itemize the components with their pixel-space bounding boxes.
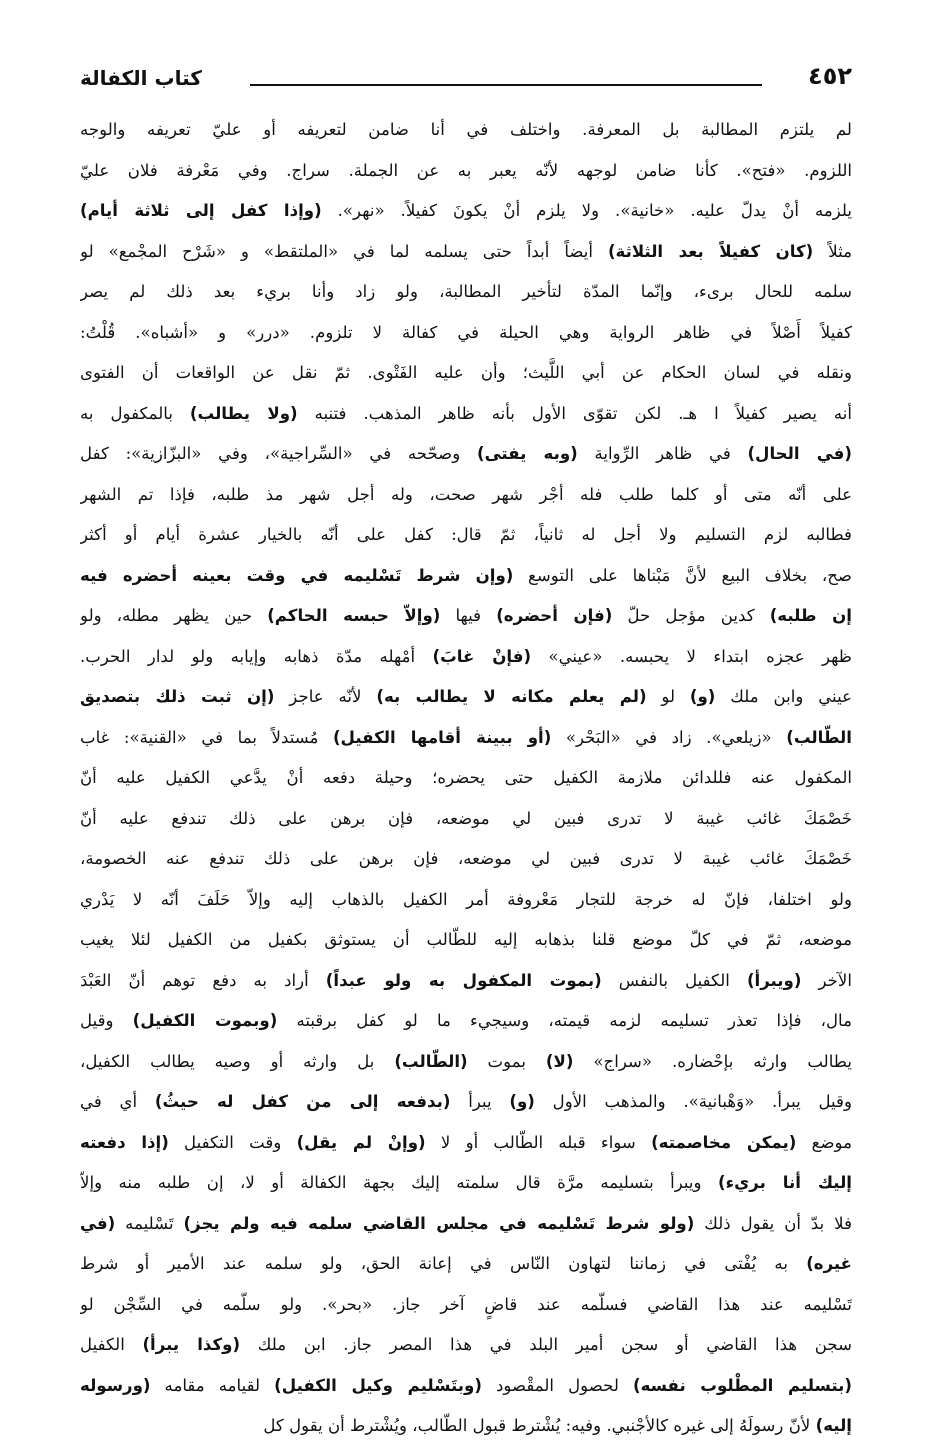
text-line — [80, 1366, 852, 1407]
commentary-text: بالمكفول به — [80, 403, 190, 423]
commentary-text: الآخر — [801, 970, 852, 990]
bold-matn-text: (و) — [689, 687, 716, 706]
bold-matn-text: (إن ثبت ذلك بتصديق — [80, 687, 275, 706]
running-title: كتاب الكفالة — [80, 66, 202, 90]
commentary-text: وقيل يبرأ. «وَهْبانية». والمذهب الأول — [534, 1092, 852, 1111]
text-line — [80, 313, 852, 354]
commentary-text: أيضاً أبداً حتى يسلمه لما في «الملتقط» و «شَرْح المجْمع» لو — [80, 241, 608, 261]
commentary-text: لحصول المقْصود — [481, 1375, 633, 1395]
bold-matn-text: (في — [80, 1213, 116, 1233]
bold-matn-text: إن طلبه) — [769, 606, 852, 625]
bold-matn-text: (إذا دفعته — [80, 1132, 169, 1152]
bold-matn-text: (ولو شرط تَسْليمه في مجلس القاضي سلمه فيه ولم يجز) — [183, 1213, 695, 1233]
commentary-text: به يُفْتى في زماننا لتهاون النّاس في إعانة الحق، ولو سلمه عند الأمير أو شرط — [80, 1254, 807, 1273]
bold-matn-text: (لم يعلم مكانه لا يطالب به) — [376, 687, 647, 706]
bold-matn-text: إليه) — [815, 1416, 852, 1435]
commentary-text: المكفول عنه فللدائن ملازمة الكفيل حتى يحضره؛ وحيلة دفعه أنْ يدَّعي الكفيل عليه أنّ — [80, 768, 852, 787]
text-line — [80, 191, 852, 232]
commentary-text: لو — [646, 687, 690, 706]
bold-matn-text: (الطّالب) — [394, 1051, 468, 1071]
commentary-text: يطالب وارثه بإحْضاره. «سراج» — [573, 1051, 852, 1071]
commentary-text: الكفيل — [80, 1335, 143, 1354]
text-line — [80, 718, 852, 759]
bold-matn-text: الطّالب) — [786, 727, 852, 747]
bold-matn-text: (بدفعه إلى من كفل له حيثُ) — [154, 1092, 451, 1111]
commentary-text: فطالبه لزم التسليم ولا أجل له ثانياً، ثمّ قال: كفل على أنّه بالخيار عشرة أيام أو أكثر — [80, 525, 852, 544]
text-line — [80, 1325, 852, 1366]
bold-matn-text: (وكذا يبرأ) — [142, 1335, 241, 1354]
bold-matn-text: (فإنْ غابَ) — [432, 646, 532, 666]
text-line — [80, 758, 852, 799]
bold-matn-text: (ورسوله — [80, 1375, 151, 1395]
commentary-text: كفيلاً أَصْلاً في ظاهر الرواية وهي الحيلة في كفالة لا تلزوم. «درر» و «أشباه». قُلْتُ: — [80, 322, 852, 342]
commentary-text: ظهر عجزه ابتداء لا يحبسه. «عيني» — [531, 646, 852, 666]
commentary-text: عيني وابن ملك — [715, 687, 852, 706]
bold-matn-text: (وبتَسْليم وكيل الكفيل) — [274, 1375, 482, 1395]
header-rule — [250, 84, 762, 86]
commentary-text: خَصْمَكَ غائب غيبة لا تدرى فبين لي موضعه، فإن برهن على ذلك تندفع عليه أنّ — [80, 808, 852, 828]
commentary-text: بموت — [467, 1051, 546, 1071]
commentary-text: ولو اختلفا، فإنّ له خرجة للتجار مَعْروفة أمر الكفيل بالذهاب إليه وإلاّ حَلَفَ أنّه لا يَدْري — [80, 889, 852, 909]
commentary-text: يلزمه أنْ يدلّ عليه. «خانية». ولا يلزم أنْ يكونَ كفيلاً. «نهر». — [321, 201, 852, 220]
commentary-text: فيها — [440, 606, 497, 625]
body-text — [80, 110, 852, 1447]
commentary-text: خَصْمَكَ غائب غيبة لا تدرى فبين لي موضعه، فإن برهن على ذلك تندفع عنه الخصومة، — [80, 849, 852, 868]
text-line — [80, 1163, 852, 1204]
text-line — [80, 799, 852, 840]
commentary-text: مثلاً — [813, 241, 852, 261]
text-line — [80, 961, 852, 1002]
text-line — [80, 515, 852, 556]
commentary-text: وقيل — [80, 1011, 133, 1030]
text-line — [80, 110, 852, 151]
commentary-text: اللزوم. «فتح». كأنا ضامن لوجهه لأنّه يعبر به عن الجملة. سراج. وفي مَعْرفة فلان عليّ — [80, 160, 852, 180]
commentary-text: كدين مؤجل حلّ — [612, 606, 770, 625]
text-line — [80, 1244, 852, 1285]
bold-matn-text: (وإذا كفل إلى ثلاثة أيام) — [80, 201, 322, 220]
commentary-text: تَسْليمه — [115, 1213, 184, 1233]
commentary-text: تَسْليمه عند هذا القاضي فسلّمه عند قاضٍ آخر جاز. «بحر». ولو سلّمه في السِّجْن لو — [80, 1294, 852, 1314]
bold-matn-text: (ويبرأ) — [746, 970, 802, 990]
bold-matn-text: (كان كفيلاً بعد الثلاثة) — [607, 241, 814, 261]
commentary-text: حين يظهر مطله، ولو — [80, 606, 268, 625]
bold-matn-text: (أو ببينة أقامها الكفيل) — [332, 727, 552, 747]
commentary-text: أراد به دفع توهم أنّ العَبْدَ — [80, 970, 326, 990]
text-line — [80, 1001, 852, 1042]
commentary-text: وصحّحه في «السِّراجية»، وفي «البزّازية»: كفل — [80, 444, 477, 463]
commentary-text: فلا بدّ أن يقول ذلك — [694, 1213, 852, 1233]
bold-matn-text: (وإنْ لم يقل) — [296, 1132, 426, 1152]
text-line — [80, 1123, 852, 1164]
text-line — [80, 353, 852, 394]
commentary-text: أنه يصير كفيلاً ا هـ. لكن تقوّى الأول بأنه ظاهر المذهب. فتنبه — [297, 403, 852, 423]
bold-matn-text: (وبموت الكفيل) — [132, 1011, 278, 1030]
text-line — [80, 475, 852, 516]
bold-matn-text: (لا) — [545, 1051, 574, 1071]
text-line — [80, 637, 852, 678]
text-line — [80, 232, 852, 273]
commentary-text: أمْهله مدّة ذهابه وإيابه ولو لدار الحرب. — [80, 646, 433, 666]
commentary-text: وقت التكفيل — [168, 1132, 297, 1152]
commentary-text: الكفيل بالنفس — [601, 970, 747, 990]
commentary-text: ونقله في لسان الحكام عن أبي اللَّيث؛ وأن عليه الفَتْوى. ثمّ نقل عن الواقعات أن الفتوى — [80, 363, 852, 382]
text-line — [80, 677, 852, 718]
text-line — [80, 880, 852, 921]
commentary-text: لأنّ رسولَهُ إلى غيره كالأجْنبي. وفيه: يُشْترط قبول الطّالب، ويُشْترط أن يقول كل — [263, 1416, 816, 1435]
text-line — [80, 596, 852, 637]
bold-matn-text: (فإن أحضره) — [496, 606, 613, 625]
bold-matn-text: (وإن شرط تَسْليمه في وقت بعينه أحضره فيه — [80, 565, 514, 585]
commentary-text: يبرأ — [450, 1092, 510, 1111]
bold-matn-text: إليك أنا بريء) — [718, 1173, 852, 1192]
commentary-text: على أنّه متى أو كلما طلب فله أجْر شهر صحت، وله أجل شهر مذ طلبه، فإذا تم الشهر — [80, 484, 852, 504]
text-line — [80, 839, 852, 880]
bold-matn-text: (وبه يفتى) — [477, 444, 578, 463]
text-line — [80, 434, 852, 475]
bold-matn-text: (ولا يطالب) — [189, 403, 298, 423]
page-header — [80, 62, 852, 98]
bold-matn-text: (في الحال) — [747, 444, 852, 463]
bold-matn-text: (بتسليم المطْلوب نفسه) — [633, 1375, 852, 1395]
commentary-text: لقيامه مقامه — [150, 1375, 275, 1395]
text-line — [80, 556, 852, 597]
bold-matn-text: (يمكن مخاصمته) — [651, 1132, 797, 1152]
commentary-text: سجن هذا القاضي أو سجن أمير البلد في هذا المصر جاز. ابن ملك — [240, 1335, 852, 1354]
commentary-text: لم يلتزم المطالبة بل المعرفة. واختلف في أنا ضامن لتعريفه أو عليّ تعريفه والوجه — [80, 120, 852, 139]
bold-matn-text: (بموت المكفول به ولو عبداً) — [325, 970, 602, 990]
commentary-text: لأنّه عاجز — [274, 687, 377, 706]
text-line — [80, 151, 852, 192]
bold-matn-text: (وإلاّ حبسه الحاكم) — [267, 606, 441, 625]
bold-matn-text: (و) — [509, 1092, 535, 1111]
commentary-text: موضعه، ثمّ في كلّ موضع قلنا بذهابه إليه للطّالب أن يستوثق بكفيل من الكفيل لئلا يغيب — [80, 930, 852, 949]
text-line — [80, 1406, 852, 1447]
commentary-text: ويبرأ بتسليمه مرَّة قال سلمته إليك بجهة الكفالة أو لا، إن طلبه منه وإلاّ — [80, 1173, 718, 1192]
commentary-text: «زيلعي». زاد في «البَحْر» — [551, 727, 787, 747]
commentary-text: في ظاهر الرِّواية — [577, 444, 748, 463]
commentary-text: بل وارثه أو وصيه يطالب الكفيل، — [80, 1051, 395, 1071]
commentary-text: صح، بخلاف البيع لأنَّ مَبْناها على التوسع — [513, 565, 852, 585]
commentary-text: مال، فإذا تعذر تسليمه لزمه قيمته، وسيجيء ما لو كفل برقبته — [277, 1011, 852, 1030]
commentary-text: أي في — [80, 1092, 155, 1111]
text-line — [80, 394, 852, 435]
bold-matn-text: غيره) — [806, 1254, 852, 1273]
page-number: ٤٥٢ — [808, 62, 852, 90]
text-line — [80, 1285, 852, 1326]
commentary-text: سلمه للحال برىء، وإنّما المدّة لتأخير المطالبة، ولو زاد وأنا بريء بعد ذلك لم يصر — [80, 282, 852, 301]
text-line — [80, 920, 852, 961]
commentary-text: سواء قبله الطّالب أو لا — [425, 1132, 652, 1152]
text-line — [80, 272, 852, 313]
commentary-text: مُستدلاً بما في «القنية»: غاب — [80, 727, 333, 747]
text-line — [80, 1204, 852, 1245]
text-line — [80, 1042, 852, 1083]
commentary-text: موضع — [796, 1132, 852, 1152]
text-line — [80, 1082, 852, 1123]
